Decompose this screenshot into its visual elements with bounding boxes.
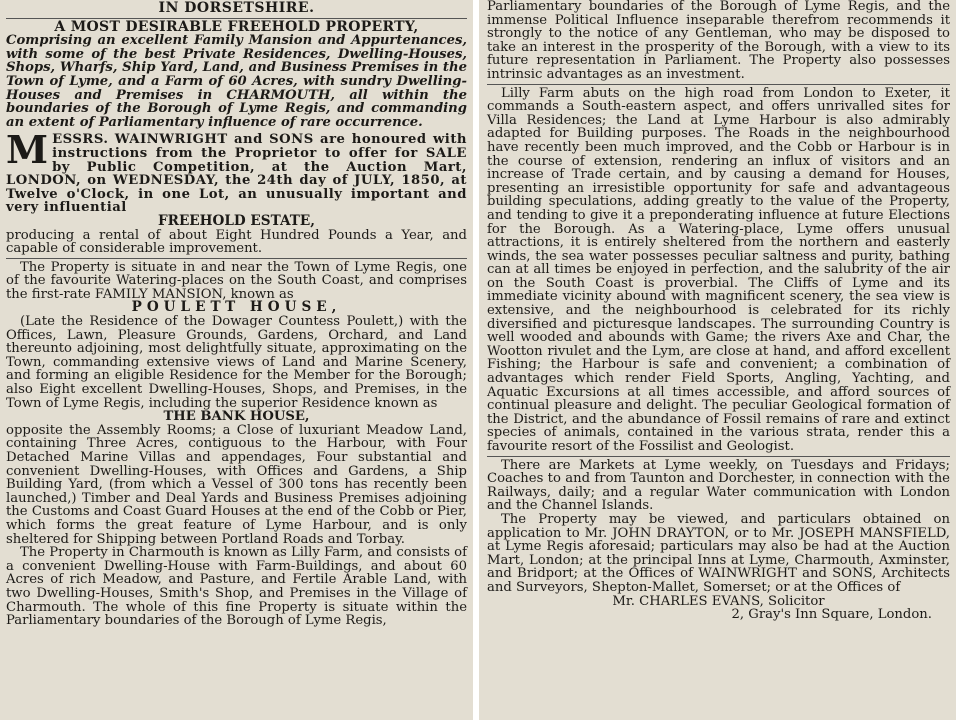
left-column [0, 0, 473, 720]
rule-divider [487, 456, 950, 457]
dropcap-letter: M [6, 127, 49, 173]
estate-heading: FREEHOLD ESTATE, [158, 212, 315, 229]
auctioneer-paragraph [6, 127, 467, 216]
auctioneer-intro: ESSRS. WAINWRIGHT and SONS are honoured with instructions from the Proprietor to offer for SALE by Public Competition, at the Auction Mart, LONDON, on WEDNESDAY, the 24th day of JULY, 1850, at Twelve o'Clock, in one Lot, an unusually important and very influential [6, 132, 467, 216]
county-heading: IN DORSETSHIRE. [158, 0, 315, 16]
charmouth-paragraph: The Property in Charmouth is known as Lilly Farm, and consists of a convenient Dwelling-House with Farm-Buildings, and about 60 Acres of rich Meadow, and Pasture, and Fertile Arable Land, with two Dwelling-Houses, Smith's Shop, and Premises in the Village of Charmouth. The whole of this fine Property is situate within the Parliamentary boundaries of the Borough of Lyme Regis, [6, 545, 467, 629]
right-column [479, 0, 956, 720]
estate-rental: producing a rental of about Eight Hundred Pounds a Year, and capable of considerable improvement. [6, 227, 467, 257]
property-headline: A MOST DESIRABLE FREEHOLD PROPERTY, [54, 18, 419, 35]
property-summary: Comprising an excellent Family Mansion and Appurtenances, with some of the best Private Residences, Dwelling-Houses, Shops, Wharfs, Ship Yard, Land, and Business Premises in the Town of Lyme, and a Farm of 60 Acres, with sundry Dwelling-Houses and Premises in CHARMOUTH, all within the boundaries of the Borough of Lyme Regis, and commanding an extent of Parliamentary influence of rare occurrence. [6, 33, 467, 130]
rule-divider [487, 84, 950, 85]
markets-paragraph: There are Markets at Lyme weekly, on Tuesdays and Fridays; Coaches to and from Taunton and Dorchester, in connection with the Railways, daily; and a regular Water communication with London and the Channel Islands. [487, 457, 950, 514]
bank-house-description: opposite the Assembly Rooms; a Close of luxuriant Meadow Land, containing Three Acres, contiguous to the Harbour, with Four Detached Marine Villas and appendages, Four substantial and convenient Dwelling-Houses, with Offices and Gardens, a Ship Building Yard, (from which a Vessel of 300 tons has recently been launched,) Timber and Deal Yards and Business Premises adjoining the Customs and Coast Guard Houses at the end of the Cobb or Pier, which forms the great feature of Lyme Harbour, and is only sheltered for Shipping between Portland Roads and Torbay. [6, 422, 467, 547]
lilly-farm-paragraph: Lilly Farm abuts on the high road from London to Exeter, it commands a South-eastern aspect, and offers unrivalled sites for Villa Residences; the Land at Lyme Harbour is also admirably adapted for Building purposes. The Roads in the neighbourhood have recently been much improved, and the Cobb or Harbour is in the course of extension, rendering an influx of visitors and an increase of Trade certain, and by causing a demand for Houses, presenting an irresistible opportunity for safe and advantageous building speculations, adding greatly to the value of the Property, and tending to give it a preponderating influence at future Elections for the Borough. As a Watering-place, Lyme offers unusual attractions, it is entirely sheltered from the northern and easterly winds, the sea water possesses peculiar saltness and purity, bathing can at all times be enjoyed in perfection, and the salubrity of the air on the South Coast is proverbial. The Cliffs of Lyme and its immediate vicinity abound with magnificent scenery, the sea view is extensive, and the neighbourhood is celebrated for its richly diversified and picturesque landscapes. The surrounding Country is well wooded and abounds with Game; the rivers Axe and Char, the Wootton rivulet and the Lym, are close at hand, and afford excellent Fishing; the Harbour is safe and convenient; a combination of advantages which render Field Sports, Angling, Yachting, and Aquatic Excursions at all times accessible, and afford sources of continual pleasure and delight. The peculiar Geological formation of the District, and the abundance of Fossil remains of rare and extinct species of animals, contained in the various strata, render this a favourite resort of the Fossilist and Geologist. [487, 85, 950, 454]
mansion-description: (Late the Residence of the Dowager Countess Poulett,) with the Offices, Lawn, Pleasure Grounds, Gardens, Orchard, and Land thereunto adjoining, most delightfully situate, approximating on the Town, commanding extensive views of Land and Marine Scenery, and forming an eligible Residence for the Member for the Borough; also Eight excellent Dwelling-Houses, Shops, and Premises, in the Town of Lyme Regis, including the superior Residence known as [6, 314, 467, 411]
bank-house-name: THE BANK HOUSE, [163, 409, 310, 425]
solicitor-name: Mr. CHARLES EVANS, Solicitor [612, 593, 825, 609]
rule-divider [6, 258, 467, 259]
viewing-paragraph: The Property may be viewed, and particulars obtained on application to Mr. JOHN DRAYTON, or to Mr. JOSEPH MANSFIELD, at Lyme Regis aforesaid; particulars may also be had at the Auction Mart, London; at the principal Inns at Lyme, Charmouth, Axminster, and Bridport; at the Offices of WAINWRIGHT and SONS, Architects and Surveyors, Shepton-Mallet, Somerset; or at the Offices of [487, 511, 950, 595]
mansion-name: POULETT HOUSE, [131, 299, 342, 316]
solicitor-address: 2, Gray's Inn Square, London. [731, 607, 932, 623]
continuation-paragraph: Parliamentary boundaries of the Borough of Lyme Regis, and the immense Political Influence inseparable therefrom recommends it strongly to the notice of any Gentleman, who may be disposed to take an interest in the prosperity of the Borough, with a view to its future representation in Parliament. The Property also possesses intrinsic advantages as an investment. [487, 0, 950, 82]
property-intro: The Property is situate in and near the Town of Lyme Regis, one of the favourite Watering-places on the South Coast, and comprises the first-rate FAMILY MANSION, known as [6, 259, 467, 302]
